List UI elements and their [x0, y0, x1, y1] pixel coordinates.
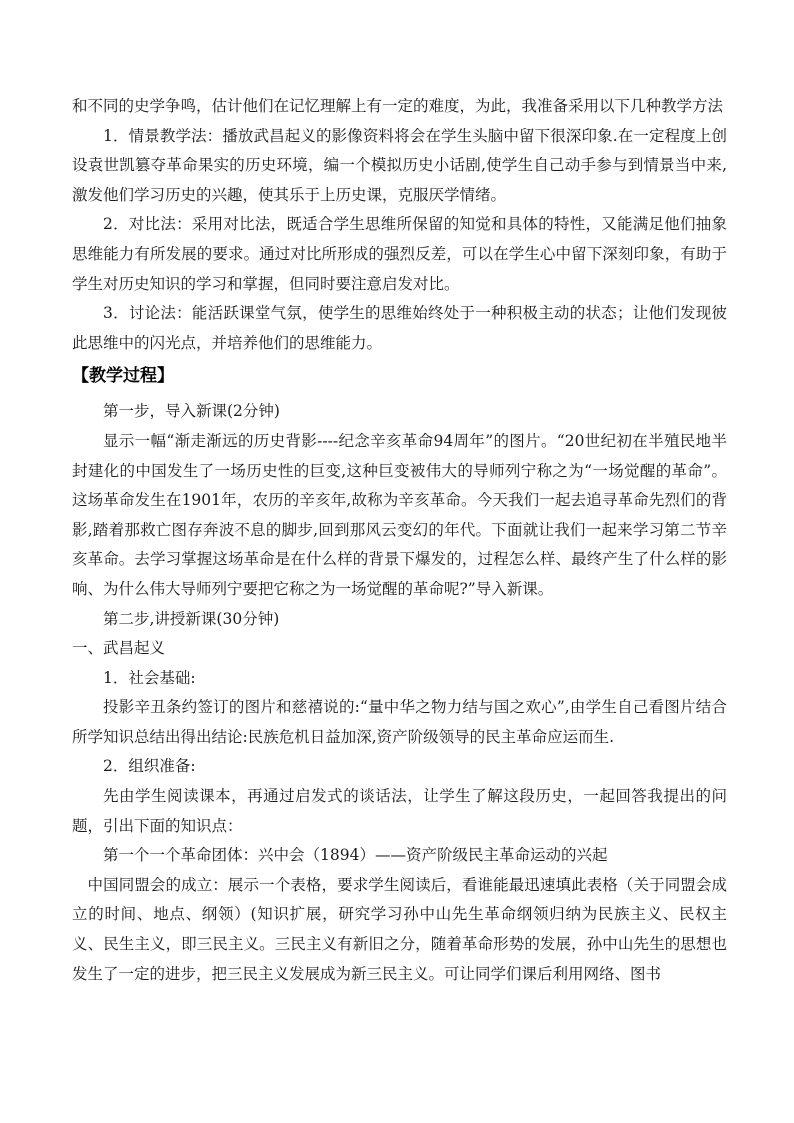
paragraph-organization-body: 先由学生阅读课本，再通过启发式的谈话法，让学生了解这段历史，一起回答我提出的问题，引出下面的知识点：	[72, 787, 727, 835]
paragraph-methods-intro: 和不同的史学争鸣，估计他们在记忆理解上有一定的难度，为此，我准备采用以下几种教学方法	[72, 97, 724, 115]
paragraph-social-basis: 1．社会基础:	[103, 668, 196, 687]
paragraph-social-basis-body: 投影辛丑条约签订的图片和慈禧说的:“量中华之物力结与国之欢心”,由学生自己看图片结合所学知识总结出得出结论:民族危机日益加深,资产阶级领导的民主革命应运而生.	[72, 698, 727, 746]
paragraph-method-1: 1．情景教学法：播放武昌起义的影像资料将会在学生头脑中留下很深印象.在一定程度上创设袁世凯篡夺革命果实的历史环境，编一个模拟历史小话剧,使学生自己动手参与到情景当中来,激发他们学习历史的兴趣，使其乐于上历史课，克服厌学情绪。	[72, 126, 727, 204]
paragraph-organization: 2．组织准备:	[103, 757, 196, 776]
document-page	[72, 92, 727, 989]
paragraph-part-1-title: 一、武昌起义	[72, 639, 166, 658]
paragraph-xingzhonghui: 第一个一个革命团体：兴中会（1894）——资产阶级民主革命运动的兴起	[103, 846, 608, 865]
section-heading: 【教学过程】	[72, 366, 174, 387]
paragraph-step-2: 第二步,讲授新课(30分钟)	[103, 609, 280, 628]
paragraph-tongmenghui: 中国同盟会的成立：展示一个表格，要求学生阅读后，看谁能最迅速填此表格（关于同盟会成立的时间、地点、纲领）(知识扩展，研究学习孙中山先生革命纲领归纳为民族主义、民权主义、民生主义，即三民主义。三民主义有新旧之分，随着革命形势的发展，孙中山先生的思想也发生了一定的进步，把三民主义发展成为新三民主义。可让同学们课后利用网络、图书	[72, 875, 727, 983]
paragraph-method-3: 3．讨论法：能活跃课堂气氛，使学生的思维始终处于一种积极主动的状态；让他们发现彼此思维中的闪光点，并培养他们的思维能力。	[72, 304, 727, 352]
paragraph-method-2: 2．对比法：采用对比法，既适合学生思维所保留的知觉和具体的特性，又能满足他们抽象思维能力有所发展的要求。通过对比所形成的强烈反差，可以在学生心中留下深刻印象，有助于学生对历史知识的学习和掌握，但同时要注意启发对比。	[72, 215, 727, 293]
paragraph-step-1: 第一步，导入新课(2分钟)	[103, 402, 280, 421]
paragraph-step-1-body: 显示一幅“渐走渐远的历史背影----纪念辛亥革命94周年”的图片。“20世纪初在半殖民地半封建化的中国发生了一场历史性的巨变,这种巨变被伟大的导师列宁称之为“一场觉醒的革命”。这场革命发生在1901年，农历的辛亥年,故称为辛亥革命。今天我们一起去追寻革命先烈们的背影,踏着那救亡图存奔波不息的脚步,回到那风云变幻的年代。下面就让我们一起来学习第二节辛亥革命。去学习掌握这场革命是在什么样的背景下爆发的，过程怎么样、最终产生了什么样的影响、为什么伟大导师列宁要把它称之为一场觉醒的革命呢?”导入新课。	[72, 431, 727, 598]
